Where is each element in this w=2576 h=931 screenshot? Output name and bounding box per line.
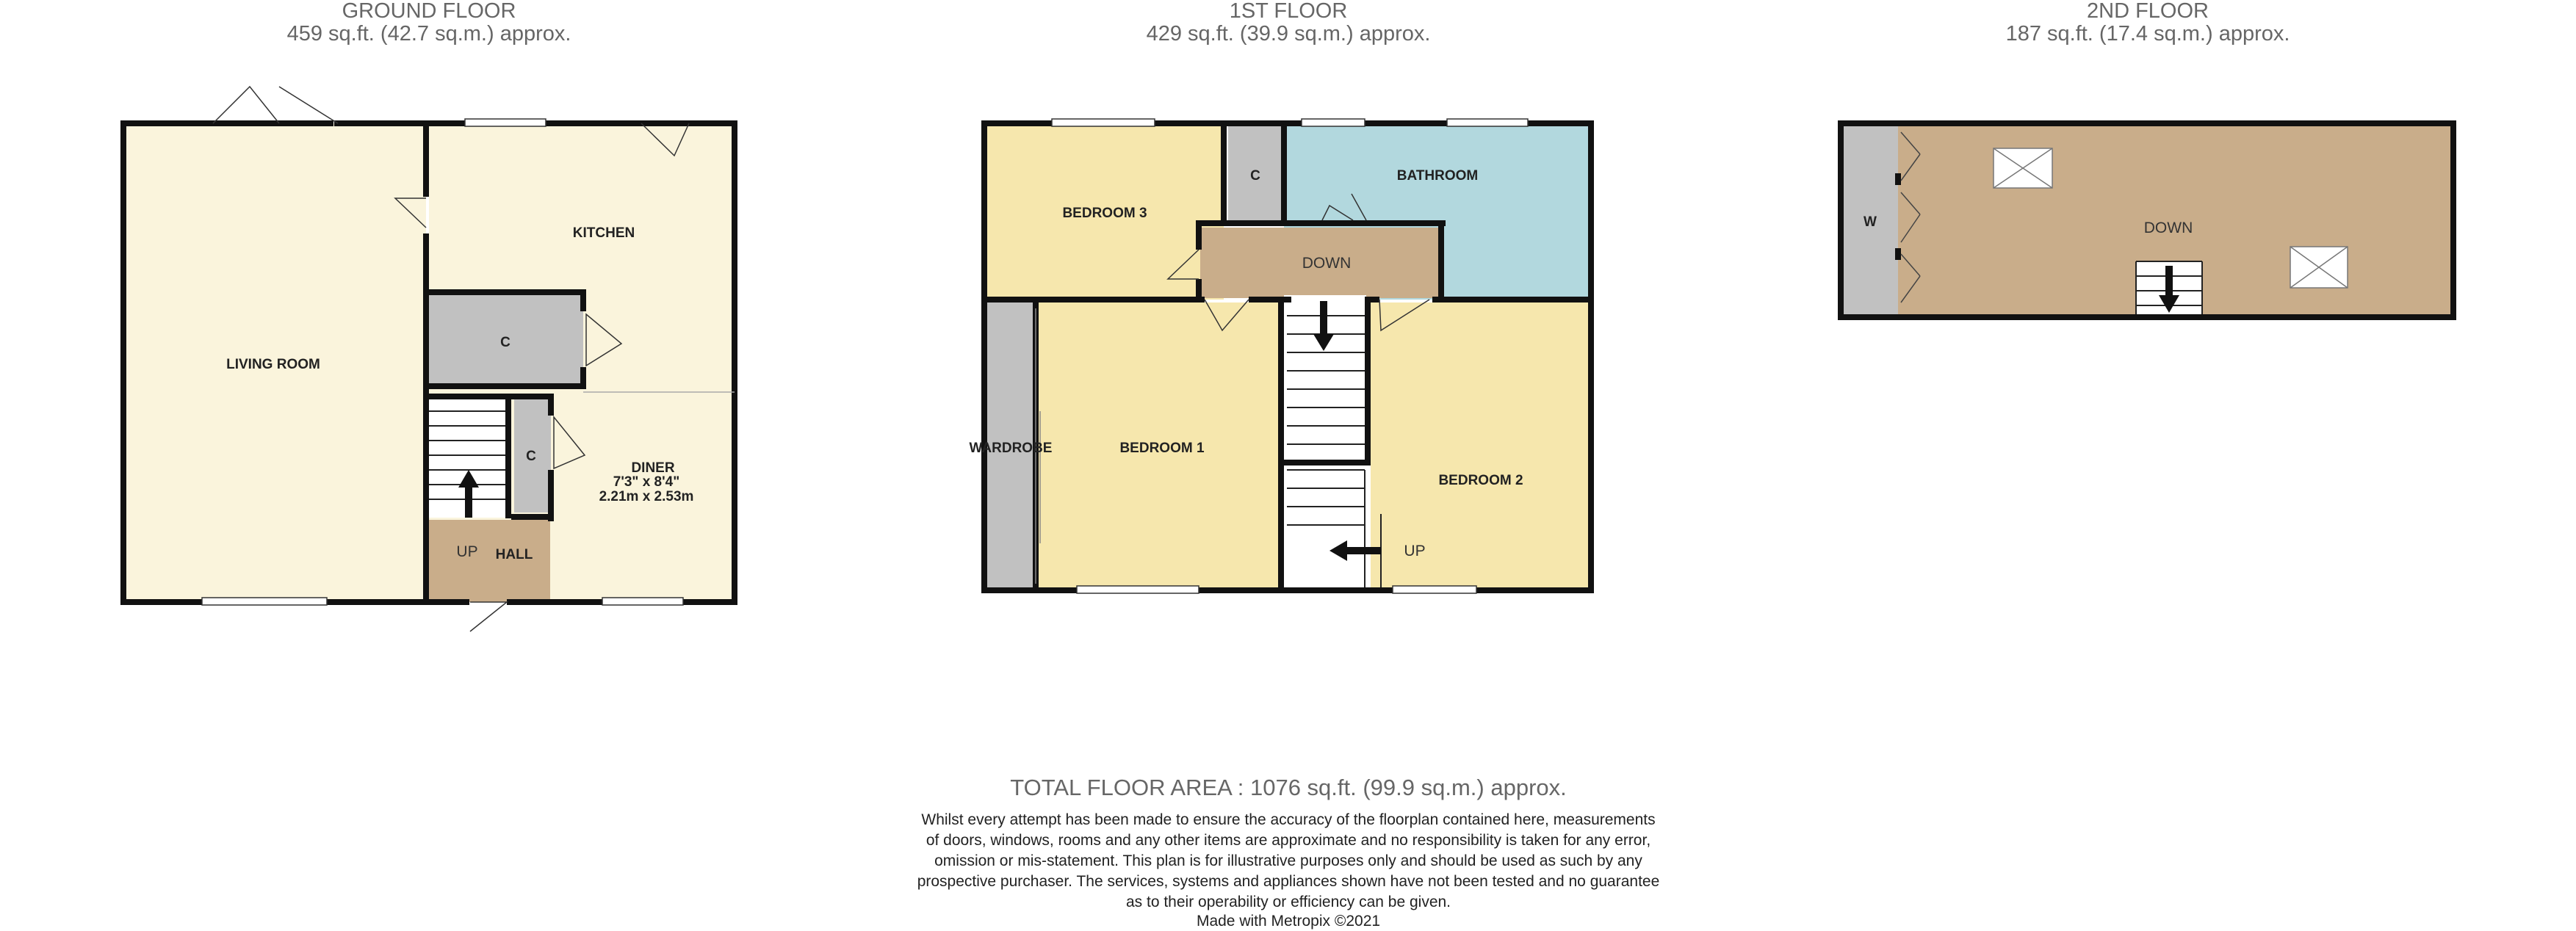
- living-room-label: LIVING ROOM: [226, 357, 320, 372]
- disclaimer: [811, 810, 1766, 913]
- bathroom-label: BATHROOM: [1396, 168, 1479, 184]
- diner-dimensions-imperial: 7'3" x 8'4": [613, 474, 680, 490]
- loft-stairs-label: DOWN: [2143, 220, 2193, 236]
- first-stairs-up-label: UP: [1404, 543, 1426, 559]
- ground-stairs-label: UP: [456, 543, 478, 560]
- diner-dimensions-metric: 2.21m x 2.53m: [599, 489, 694, 504]
- ground-floor-area: 459 sq.ft. (42.7 sq.m.) approx.: [286, 22, 571, 46]
- hall-label: HALL: [495, 547, 533, 562]
- loft-wardrobe-label: W: [1864, 214, 1877, 230]
- cupboard-label-2: C: [526, 449, 536, 464]
- second-floor-plan: [1838, 120, 2456, 320]
- bedroom-2-label: BEDROOM 2: [1438, 473, 1523, 488]
- second-floor-area: 187 sq.ft. (17.4 sq.m.) approx.: [2005, 22, 2290, 46]
- first-floor-plan: [970, 119, 1594, 593]
- diner-label: DINER: [631, 460, 675, 476]
- wardrobe-label: WARDROBE: [969, 441, 1053, 456]
- first-cupboard-label: C: [1250, 168, 1260, 184]
- first-floor-area: 429 sq.ft. (39.9 sq.m.) approx.: [1146, 22, 1431, 46]
- bedroom-1-label: BEDROOM 1: [1119, 441, 1205, 456]
- disclaimer-line: prospective purchaser. The services, systems and appliances shown have not been tested and no guarantee: [917, 873, 1660, 890]
- disclaimer-line: as to their operability or efficiency can be given.: [1125, 894, 1451, 910]
- credit-line: Made with Metropix ©2021: [1196, 913, 1381, 930]
- total-floor-area: TOTAL FLOOR AREA : 1076 sq.ft. (99.9 sq.m.) approx.: [1010, 775, 1567, 800]
- first-floor-title: 1ST FLOOR: [1229, 0, 1348, 23]
- ground-floor-title: GROUND FLOOR: [342, 0, 516, 23]
- ground-floor-plan: [120, 87, 737, 631]
- kitchen-label: KITCHEN: [572, 225, 635, 241]
- disclaimer-line: omission or mis-statement. This plan is for illustrative purposes only and should be used as such by any: [934, 852, 1642, 869]
- disclaimer-line: Whilst every attempt has been made to ensure the accuracy of the floorplan contained here, measurements: [921, 811, 1656, 828]
- landing-stairs-label: DOWN: [1302, 255, 1352, 272]
- cupboard-label-1: C: [500, 335, 510, 350]
- disclaimer-line: of doors, windows, rooms and any other items are approximate and no responsibility is taken for any error,: [926, 832, 1651, 849]
- bedroom-3-label: BEDROOM 3: [1062, 206, 1147, 221]
- second-floor-title: 2ND FLOOR: [2087, 0, 2209, 23]
